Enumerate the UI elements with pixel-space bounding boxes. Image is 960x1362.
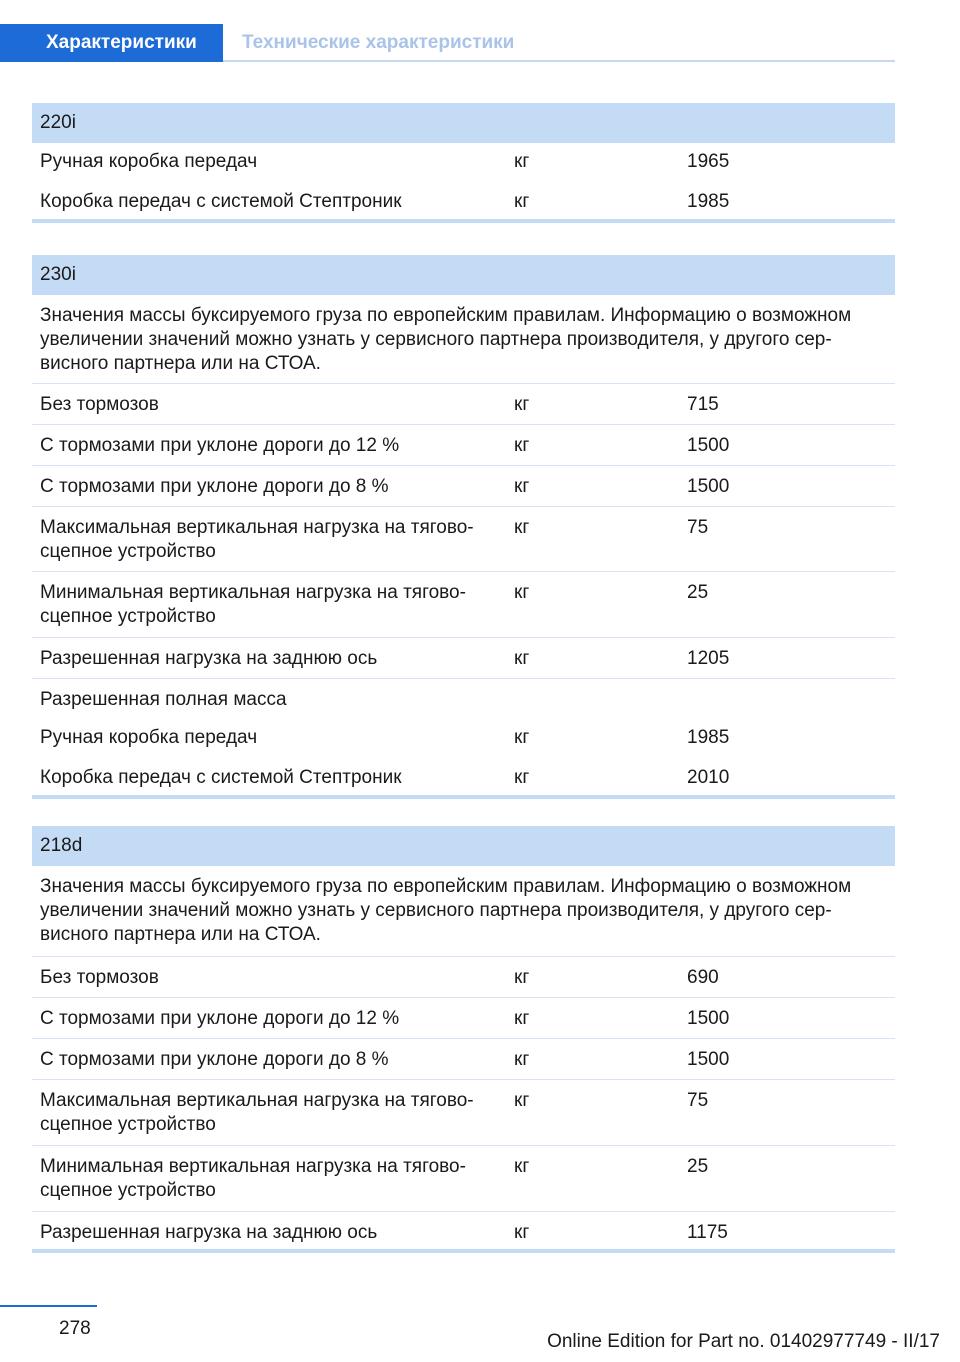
row-value: 1985 bbox=[687, 191, 730, 212]
edition-label: Online Edition for Part no. 01402977749 - II/17 bbox=[547, 1331, 940, 1352]
table-row bbox=[32, 384, 895, 425]
table-218d bbox=[32, 826, 895, 1253]
table-row bbox=[32, 679, 895, 719]
row-value: 1985 bbox=[687, 727, 730, 748]
row-unit: кг bbox=[514, 191, 530, 212]
table-row bbox=[32, 507, 895, 572]
row-label-line: Максимальная вертикальная нагрузка на тягово- bbox=[40, 517, 474, 538]
row-value: 75 bbox=[687, 1090, 709, 1111]
row-label-line: Максимальная вертикальная нагрузка на тягово- bbox=[40, 1090, 474, 1111]
towing-note bbox=[40, 304, 885, 376]
row-label: С тормозами при уклоне дороги до 12 % bbox=[40, 435, 400, 456]
table-model-header: 218d bbox=[32, 826, 895, 866]
table-row bbox=[32, 719, 895, 759]
row-unit: кг bbox=[514, 1049, 530, 1070]
row-unit: кг bbox=[514, 967, 530, 988]
row-label: Без тормозов bbox=[40, 967, 159, 988]
row-value: 690 bbox=[687, 967, 719, 988]
note-line: увеличении значений можно узнать у сервисного партнера производителя, у другого сер- bbox=[40, 900, 832, 921]
row-unit: кг bbox=[514, 517, 530, 538]
row-unit: кг bbox=[514, 648, 530, 669]
row-label: С тормозами при уклоне дороги до 12 % bbox=[40, 1008, 400, 1029]
row-label-line: Минимальная вертикальная нагрузка на тягово- bbox=[40, 1156, 466, 1177]
table-row bbox=[32, 998, 895, 1039]
note-line: Значения массы буксируемого груза по европейским правилам. Информацию о возможном bbox=[40, 876, 852, 897]
page-header bbox=[0, 0, 896, 62]
note-line: Значения массы буксируемого груза по европейским правилам. Информацию о возможном bbox=[40, 305, 852, 326]
row-label: Коробка передач с системой Стептроник bbox=[40, 191, 402, 212]
row-unit: кг bbox=[514, 1090, 530, 1111]
header-rule bbox=[223, 60, 895, 62]
row-value: 715 bbox=[687, 394, 719, 415]
table-row bbox=[32, 957, 895, 998]
row-label: Разрешенная нагрузка на заднюю ось bbox=[40, 648, 378, 669]
row-label: Ручная коробка передач bbox=[40, 727, 258, 748]
row-label-line: сцепное устройство bbox=[40, 541, 216, 562]
row-unit: кг bbox=[514, 582, 530, 603]
table-row bbox=[32, 1080, 895, 1146]
table-row bbox=[32, 1146, 895, 1212]
row-label-line: сцепное устройство bbox=[40, 1114, 216, 1135]
row-label: Разрешенная нагрузка на заднюю ось bbox=[40, 1222, 378, 1243]
table-row bbox=[32, 572, 895, 638]
row-label: Коробка передач с системой Стептроник bbox=[40, 767, 402, 788]
table-bottom-rule bbox=[32, 219, 895, 223]
table-row bbox=[32, 143, 895, 183]
row-value: 25 bbox=[687, 582, 709, 603]
row-value: 1205 bbox=[687, 648, 730, 669]
table-230i bbox=[32, 255, 895, 799]
row-value: 1500 bbox=[687, 435, 730, 456]
row-label bbox=[40, 581, 505, 629]
section-tab[interactable]: Характеристики bbox=[0, 24, 223, 62]
table-220i bbox=[32, 103, 895, 223]
note-line: висного партнера или на СТОА. bbox=[40, 924, 321, 945]
row-value: 1500 bbox=[687, 1008, 730, 1029]
note-line: висного партнера или на СТОА. bbox=[40, 353, 321, 374]
table-bottom-rule bbox=[32, 1249, 895, 1253]
table-model-header: 220i bbox=[32, 103, 895, 143]
row-label: Ручная коробка передач bbox=[40, 151, 258, 172]
row-value: 75 bbox=[687, 517, 709, 538]
table-row bbox=[32, 1039, 895, 1080]
table-row bbox=[32, 425, 895, 466]
table-note-row bbox=[32, 866, 895, 957]
table-model-header: 230i bbox=[32, 255, 895, 295]
table-row bbox=[32, 466, 895, 507]
row-label bbox=[40, 1089, 505, 1137]
table-note-row bbox=[32, 295, 895, 384]
row-unit: кг bbox=[514, 767, 530, 788]
row-label: Разрешенная полная масса bbox=[40, 689, 287, 710]
row-unit: кг bbox=[514, 151, 530, 172]
row-label: Без тормозов bbox=[40, 394, 159, 415]
row-label-line: сцепное устройство bbox=[40, 606, 216, 627]
table-row bbox=[32, 183, 895, 219]
row-label: С тормозами при уклоне дороги до 8 % bbox=[40, 1049, 389, 1070]
row-value: 2010 bbox=[687, 767, 730, 788]
row-unit: кг bbox=[514, 435, 530, 456]
row-value: 25 bbox=[687, 1156, 709, 1177]
row-unit: кг bbox=[514, 394, 530, 415]
page-number: 278 bbox=[59, 1318, 91, 1339]
row-value: 1965 bbox=[687, 151, 730, 172]
row-label: С тормозами при уклоне дороги до 8 % bbox=[40, 476, 389, 497]
table-row bbox=[32, 759, 895, 795]
row-unit: кг bbox=[514, 727, 530, 748]
footer-rule bbox=[0, 1305, 97, 1307]
row-label bbox=[40, 516, 505, 564]
row-label-line: сцепное устройство bbox=[40, 1180, 216, 1201]
table-row bbox=[32, 638, 895, 679]
row-value: 1175 bbox=[687, 1222, 728, 1243]
row-label-line: Минимальная вертикальная нагрузка на тягово- bbox=[40, 582, 466, 603]
row-unit: кг bbox=[514, 476, 530, 497]
subsection-title[interactable]: Технические характеристики bbox=[242, 32, 515, 53]
row-value: 1500 bbox=[687, 476, 730, 497]
row-unit: кг bbox=[514, 1156, 530, 1177]
note-line: увеличении значений можно узнать у сервисного партнера производителя, у другого сер- bbox=[40, 329, 832, 350]
row-value: 1500 bbox=[687, 1049, 730, 1070]
row-unit: кг bbox=[514, 1008, 530, 1029]
table-bottom-rule bbox=[32, 795, 895, 799]
row-unit: кг bbox=[514, 1222, 530, 1243]
towing-note bbox=[40, 875, 885, 947]
table-row bbox=[32, 1212, 895, 1249]
row-label bbox=[40, 1155, 505, 1203]
